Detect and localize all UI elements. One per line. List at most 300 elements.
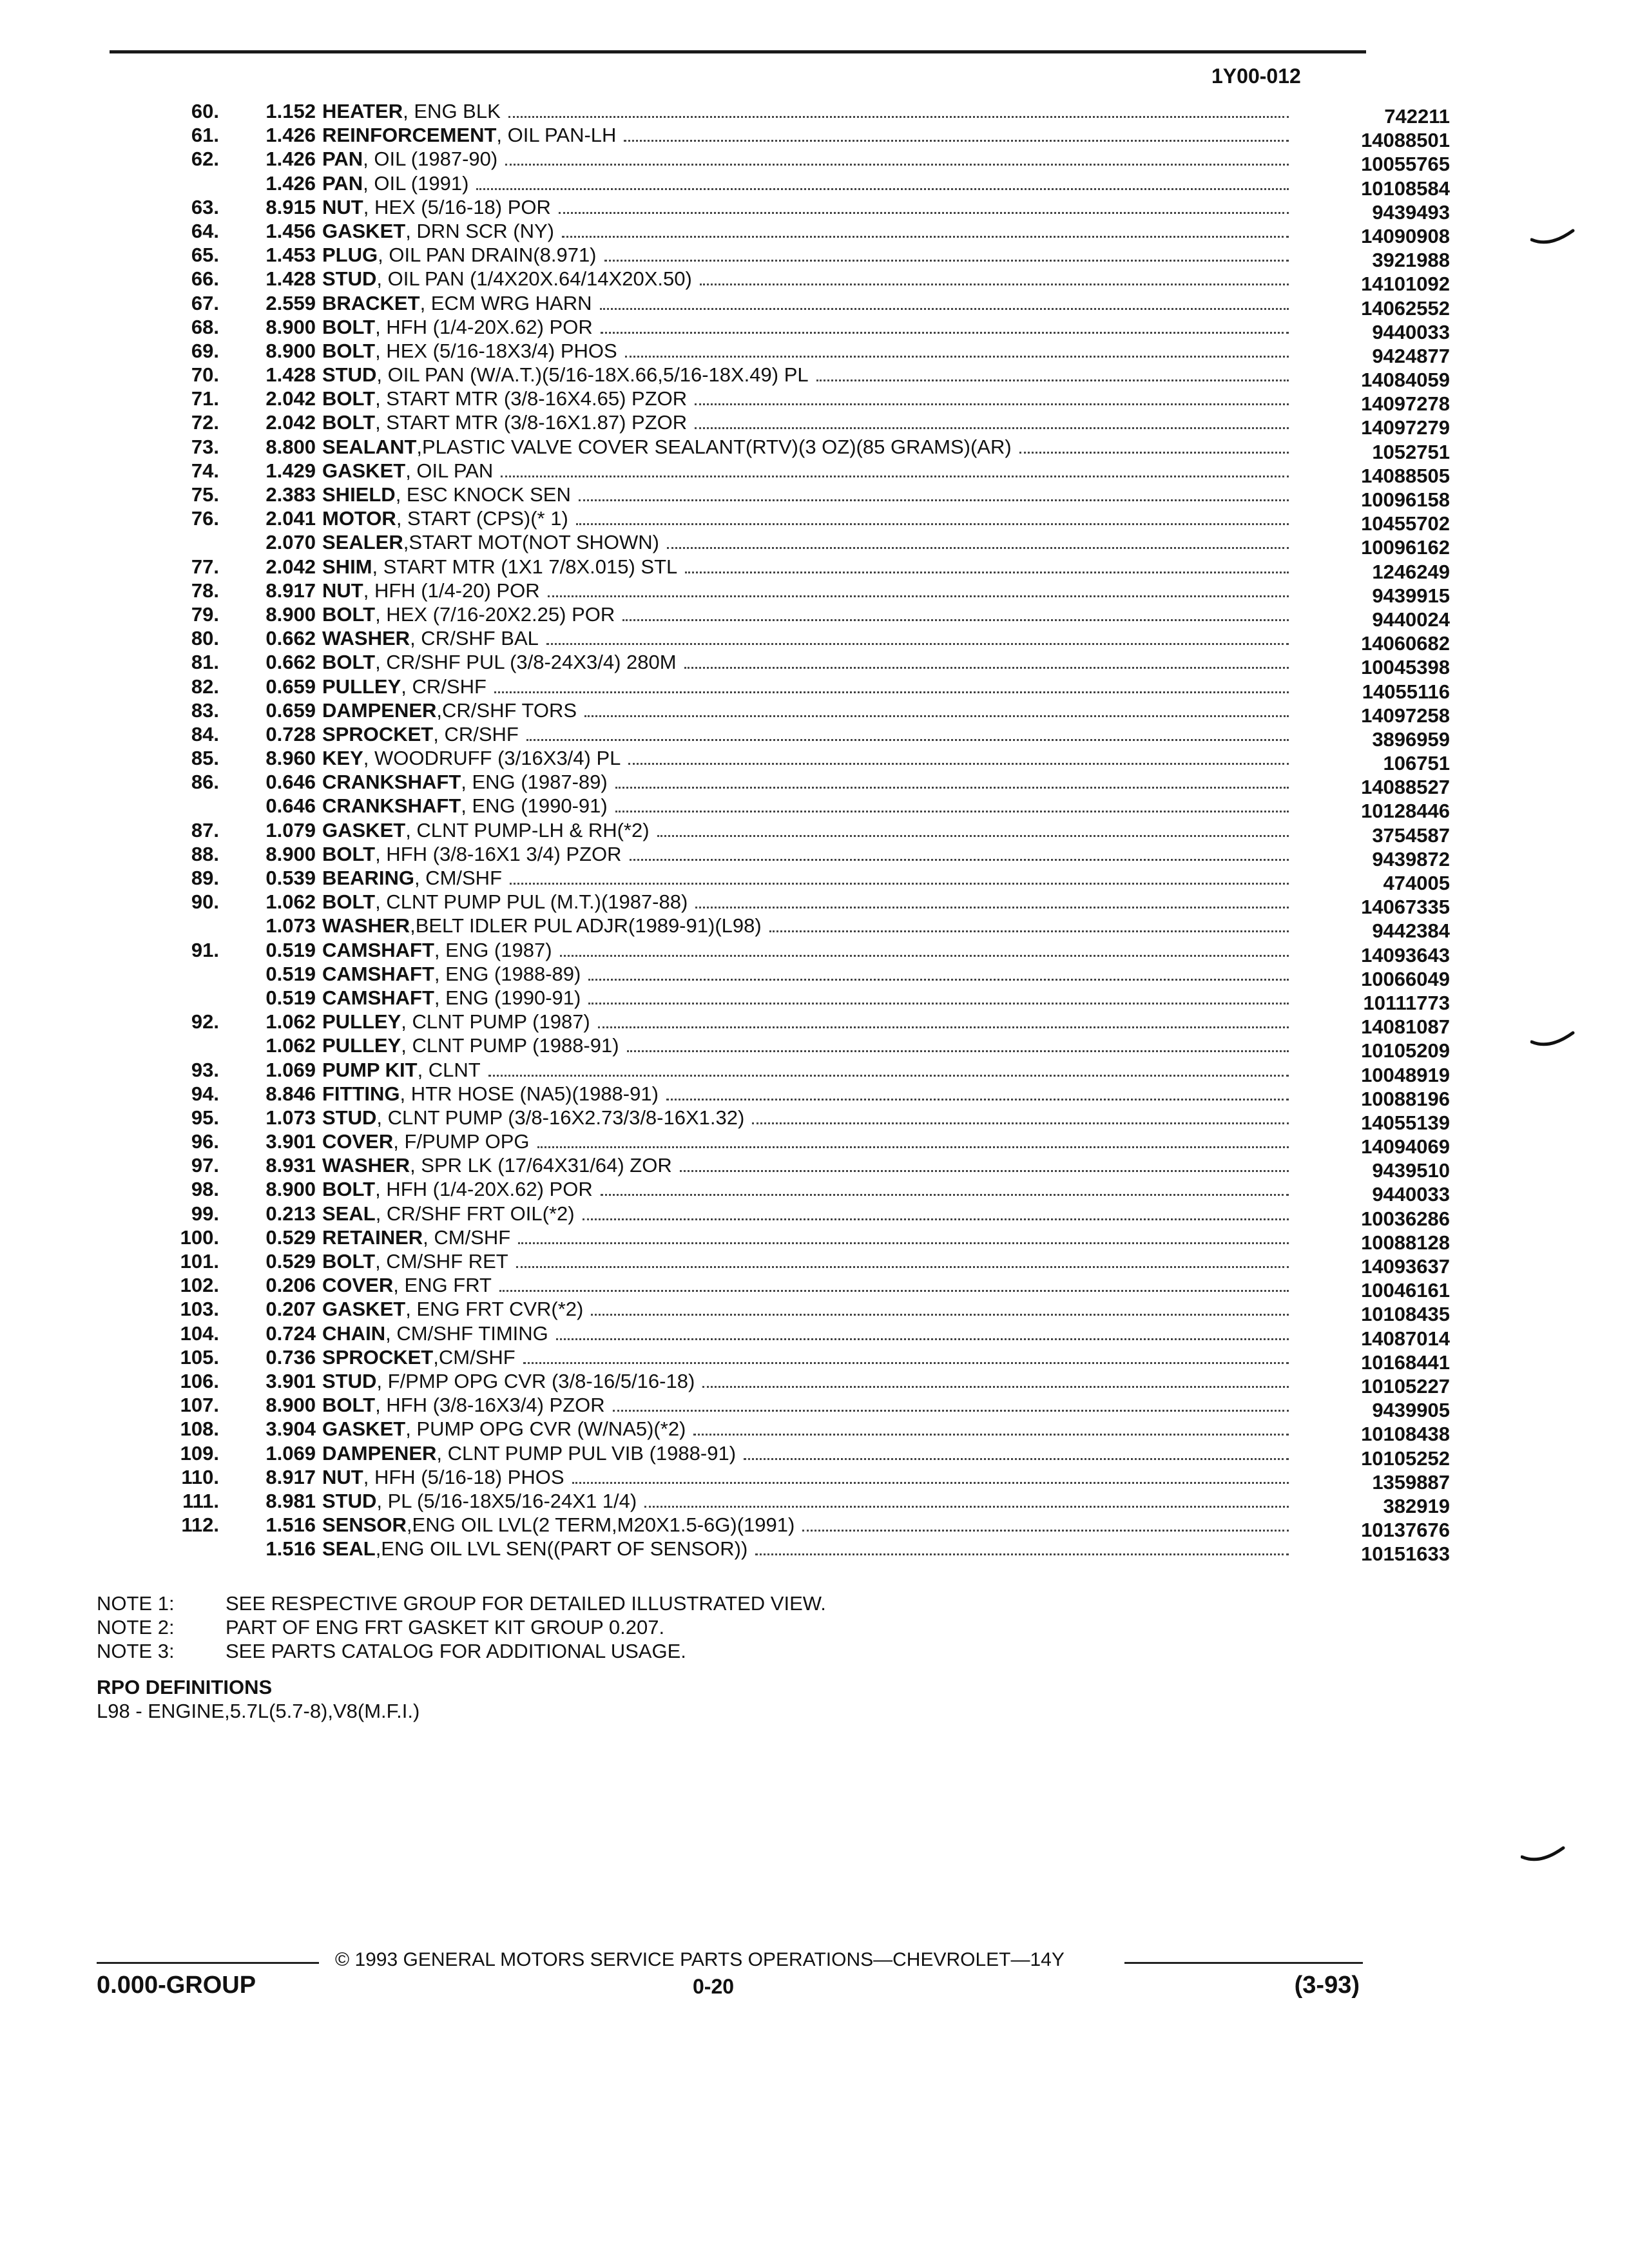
note-label: NOTE 1: (97, 1592, 175, 1615)
part-number: 10046161 (1361, 1279, 1450, 1302)
part-qualifier: , ENG (1987) (434, 938, 552, 961)
part-row (97, 890, 1450, 919)
part-name: PULLEY (322, 1010, 401, 1033)
item-number: 87. (191, 818, 219, 841)
note-line (97, 1615, 826, 1639)
part-number: 14101092 (1361, 273, 1450, 296)
group-number: 8.900 (265, 339, 316, 362)
part-qualifier: , CR/SHF PUL (3/8-24X3/4) 280M (375, 651, 677, 674)
item-number: 69. (191, 339, 219, 362)
part-name: CRANKSHAFT (322, 794, 461, 818)
leader-dots (601, 332, 1289, 334)
notes (97, 1591, 826, 1663)
part-number: 10105209 (1361, 1039, 1450, 1062)
group-number: 1.428 (265, 267, 316, 291)
part-description (322, 1466, 1302, 1489)
part-number: 10048919 (1361, 1063, 1450, 1086)
item-number: 64. (191, 219, 219, 242)
part-qualifier: , ESC KNOCK SEN (395, 483, 571, 506)
part-number: 14067335 (1361, 896, 1450, 919)
item-number: 81. (191, 651, 219, 674)
part-row (97, 1010, 1450, 1039)
part-description (322, 292, 1302, 315)
item-number: 82. (191, 675, 219, 698)
part-name: BOLT (322, 315, 376, 338)
leader-dots (579, 499, 1289, 501)
copyright: © 1993 GENERAL MOTORS SERVICE PARTS OPERATIONS—CHEVROLET—14Y (335, 1949, 1065, 1970)
part-number: 9442384 (1372, 919, 1450, 943)
part-name: PLUG (322, 244, 378, 267)
part-name: PAN (322, 171, 363, 195)
part-description (322, 363, 1302, 387)
part-qualifier: ,ENG OIL LVL SEN((PART OF SENSOR)) (375, 1537, 748, 1561)
part-description (322, 1250, 1302, 1273)
part-row (97, 747, 1450, 775)
part-number: 10105252 (1361, 1446, 1450, 1470)
part-number: 10108584 (1361, 177, 1450, 200)
part-row (97, 1178, 1450, 1206)
part-name: STUD (322, 1106, 377, 1129)
part-number: 742211 (1384, 105, 1450, 128)
part-qualifier: , HEX (5/16-18X3/4) PHOS (375, 339, 617, 362)
group-number: 8.846 (265, 1082, 316, 1105)
item-number: 92. (191, 1010, 219, 1033)
part-description (322, 1178, 1302, 1201)
part-name: GASKET (322, 1298, 406, 1321)
part-name: STUD (322, 363, 377, 387)
group-number: 8.931 (265, 1154, 316, 1177)
part-qualifier: , HEX (7/16-20X2.25) POR (375, 602, 615, 626)
leader-dots (680, 1170, 1289, 1172)
group-number: 2.042 (265, 411, 316, 434)
part-description (322, 531, 1302, 554)
group-number: 1.456 (265, 219, 316, 242)
part-number: 9440033 (1372, 320, 1450, 343)
part-qualifier: ,PLASTIC VALVE COVER SEALANT(RTV)(3 OZ)(85 GRAMS)(AR) (416, 435, 1012, 458)
leader-dots (516, 1266, 1289, 1268)
group-number: 0.662 (265, 627, 316, 650)
part-name: PULLEY (322, 675, 401, 698)
leader-dots (684, 667, 1289, 669)
part-number: 14097258 (1361, 704, 1450, 727)
footer-date: (3-93) (1294, 1972, 1360, 1999)
part-qualifier: , START MTR (1X1 7/8X.015) STL (372, 555, 678, 578)
part-description (322, 1490, 1302, 1513)
part-row (97, 411, 1450, 439)
group-number: 2.041 (265, 507, 316, 530)
part-description (322, 411, 1302, 434)
part-number: 14088501 (1361, 129, 1450, 152)
part-qualifier: , CLNT PUMP (1988-91) (401, 1034, 619, 1057)
part-row (97, 1321, 1450, 1350)
item-number: 65. (191, 244, 219, 267)
part-qualifier: , CLNT PUMP (1987) (401, 1010, 590, 1033)
group-number: 0.736 (265, 1345, 316, 1369)
part-description (322, 627, 1302, 650)
leader-dots (508, 116, 1289, 118)
item-number: 99. (191, 1202, 219, 1225)
part-row (97, 244, 1450, 272)
leader-dots (505, 164, 1289, 166)
page-code: 1Y00-012 (1211, 64, 1301, 88)
part-number: 14060682 (1361, 632, 1450, 655)
part-qualifier: , CR/SHF BAL (410, 627, 539, 650)
group-number: 8.917 (265, 579, 316, 602)
part-name: WASHER (322, 914, 410, 937)
group-number: 8.900 (265, 1394, 316, 1417)
part-qualifier: , CLNT PUMP PUL VIB (1988-91) (436, 1441, 737, 1465)
part-description (322, 1059, 1302, 1082)
part-qualifier: , CLNT PUMP PUL (M.T.)(1987-88) (375, 890, 688, 914)
part-row (97, 387, 1450, 416)
part-number: 3921988 (1372, 249, 1450, 272)
part-name: BOLT (322, 411, 376, 434)
part-name: SEAL (322, 1202, 376, 1225)
part-number: 1359887 (1372, 1470, 1450, 1494)
part-name: BOLT (322, 890, 376, 914)
part-description (322, 1442, 1302, 1465)
part-row (97, 579, 1450, 607)
part-row (97, 1202, 1450, 1230)
part-row (97, 148, 1450, 176)
part-name: CAMSHAFT (322, 962, 434, 985)
part-name: SHIELD (322, 483, 396, 506)
part-number: 10108435 (1361, 1303, 1450, 1326)
part-name: SPROCKET (322, 1345, 434, 1369)
part-row (97, 1274, 1450, 1302)
group-number: 0.724 (265, 1321, 316, 1345)
group-number: 2.042 (265, 387, 316, 410)
part-row (97, 459, 1450, 487)
part-qualifier: , CR/SHF (433, 722, 519, 745)
item-number: 111. (182, 1489, 219, 1512)
part-row (97, 698, 1450, 727)
item-number: 90. (191, 890, 219, 914)
part-qualifier: , START (CPS)(* 1) (396, 507, 568, 530)
item-number: 106. (180, 1369, 219, 1392)
part-name: BOLT (322, 602, 376, 626)
part-row (97, 435, 1450, 463)
part-name: PULLEY (322, 1034, 401, 1057)
part-row (97, 1441, 1450, 1470)
part-qualifier: , DRN SCR (NY) (405, 219, 554, 242)
group-number: 0.206 (265, 1274, 316, 1297)
leader-dots (488, 1075, 1289, 1077)
part-name: MOTOR (322, 507, 396, 530)
rpo-definition: L98 - ENGINE,5.7L(5.7-8),V8(M.F.I.) (97, 1700, 420, 1722)
group-number: 1.428 (265, 363, 316, 387)
part-description (322, 939, 1302, 962)
part-qualifier: ,CM/SHF (433, 1345, 516, 1369)
leader-dots (494, 691, 1289, 693)
group-number: 2.559 (265, 291, 316, 314)
part-name: COVER (322, 1274, 394, 1297)
part-number: 14084059 (1361, 369, 1450, 392)
group-number: 1.079 (265, 818, 316, 841)
part-number: 10096158 (1361, 488, 1450, 511)
group-number: 0.659 (265, 675, 316, 698)
part-number: 9439872 (1372, 847, 1450, 870)
part-name: WASHER (322, 1154, 410, 1177)
part-description (322, 1082, 1302, 1106)
part-name: SHIM (322, 555, 372, 578)
part-description (322, 867, 1302, 890)
part-description (322, 316, 1302, 339)
part-row (97, 962, 1450, 990)
part-row (97, 267, 1450, 296)
part-name: STUD (322, 267, 377, 291)
group-number: 2.042 (265, 555, 316, 578)
part-row (97, 627, 1450, 655)
part-number: 10137676 (1361, 1519, 1450, 1542)
leader-dots (816, 380, 1289, 381)
item-number: 68. (191, 315, 219, 338)
group-number: 1.516 (265, 1537, 316, 1561)
part-number: 10088128 (1361, 1231, 1450, 1254)
group-number: 3.901 (265, 1130, 316, 1153)
part-name: NUT (322, 1465, 363, 1488)
part-name: KEY (322, 747, 363, 770)
part-description (322, 1298, 1302, 1321)
part-row (97, 1418, 1450, 1446)
part-description (322, 436, 1302, 459)
note-text: SEE RESPECTIVE GROUP FOR DETAILED ILLUSTRATED VIEW. (226, 1592, 826, 1615)
part-description (322, 1106, 1302, 1129)
item-number: 79. (191, 602, 219, 626)
part-row (97, 555, 1450, 583)
part-number: 14093637 (1361, 1255, 1450, 1278)
item-number: 104. (180, 1321, 219, 1345)
part-number: 14093643 (1361, 943, 1450, 966)
leader-dots (598, 1026, 1289, 1028)
item-number: 103. (180, 1298, 219, 1321)
group-number: 0.659 (265, 698, 316, 722)
group-number: 8.900 (265, 1178, 316, 1201)
group-number: 0.529 (265, 1250, 316, 1273)
item-number: 61. (191, 124, 219, 147)
leader-dots (584, 715, 1289, 717)
group-number: 1.069 (265, 1441, 316, 1465)
part-description (322, 340, 1302, 363)
part-number: 10168441 (1361, 1350, 1450, 1374)
part-number: 9439915 (1372, 584, 1450, 607)
part-number: 10088196 (1361, 1087, 1450, 1110)
rpo-title: RPO DEFINITIONS (97, 1676, 273, 1698)
item-number: 63. (191, 195, 219, 218)
item-number: 108. (180, 1418, 219, 1441)
part-description (322, 1202, 1302, 1225)
leader-dots (744, 1458, 1289, 1460)
part-row (97, 1106, 1450, 1134)
part-description (322, 267, 1302, 291)
part-name: BOLT (322, 387, 376, 410)
part-name: GASKET (322, 1418, 406, 1441)
item-number: 91. (191, 938, 219, 961)
part-row (97, 914, 1450, 943)
leader-dots (628, 763, 1289, 765)
part-name: BOLT (322, 651, 376, 674)
leader-dots (476, 188, 1289, 190)
item-number: 74. (191, 459, 219, 482)
leader-dots (556, 1338, 1289, 1340)
part-description (322, 963, 1302, 986)
part-qualifier: , ENG (1987-89) (461, 771, 608, 794)
part-row (97, 1514, 1450, 1542)
part-description (322, 1274, 1302, 1297)
part-description (322, 603, 1302, 626)
group-number: 0.662 (265, 651, 316, 674)
part-number: 10105227 (1361, 1374, 1450, 1398)
part-number: 10055765 (1361, 153, 1450, 176)
part-row (97, 986, 1450, 1014)
item-number: 62. (191, 148, 219, 171)
part-name: COVER (322, 1130, 394, 1153)
part-number: 10455702 (1361, 512, 1450, 535)
part-qualifier: , OIL PAN-LH (496, 124, 617, 147)
leader-dots (802, 1530, 1289, 1532)
part-qualifier: , HEX (5/16-18) POR (363, 195, 551, 218)
part-description (322, 1370, 1302, 1393)
leader-dots (630, 859, 1289, 861)
part-qualifier: , ENG BLK (403, 100, 501, 122)
part-description (322, 1346, 1302, 1369)
group-number: 3.904 (265, 1418, 316, 1441)
part-number: 9440033 (1372, 1183, 1450, 1206)
part-description (322, 723, 1302, 746)
leader-dots (685, 572, 1289, 573)
part-row (97, 867, 1450, 894)
group-number: 0.519 (265, 962, 316, 985)
item-number: 98. (191, 1178, 219, 1201)
group-number: 8.915 (265, 195, 316, 218)
part-qualifier: , START MTR (3/8-16X4.65) PZOR (375, 387, 688, 410)
item-number: 100. (180, 1225, 219, 1249)
part-number: 3896959 (1372, 727, 1450, 751)
leader-dots (537, 1146, 1289, 1148)
part-row (97, 1082, 1450, 1110)
part-name: STUD (322, 1369, 377, 1392)
part-name: STUD (322, 1489, 377, 1512)
group-number: 0.519 (265, 938, 316, 961)
part-description (322, 1418, 1302, 1441)
leader-dots (657, 835, 1289, 837)
leader-dots (601, 1194, 1289, 1196)
part-row (97, 1225, 1450, 1254)
part-name: BOLT (322, 1178, 376, 1201)
part-qualifier: , HFH (3/8-16X3/4) PZOR (375, 1394, 605, 1417)
part-name: WASHER (322, 627, 410, 650)
part-description (322, 1226, 1302, 1249)
footer-group: 0.000-GROUP (97, 1972, 256, 1999)
item-number: 84. (191, 722, 219, 745)
part-row (97, 1058, 1450, 1086)
part-number: 14062552 (1361, 296, 1450, 320)
leader-dots (546, 643, 1289, 645)
leader-dots (622, 619, 1289, 621)
part-number: 3754587 (1372, 823, 1450, 847)
leader-dots (588, 979, 1289, 981)
leader-dots (695, 403, 1289, 405)
part-number: 10096162 (1361, 536, 1450, 559)
part-qualifier: , OIL PAN (W/A.T.)(5/16-18X.66,5/16-18X.49) PL (376, 363, 809, 387)
part-description (322, 1514, 1302, 1537)
part-name: BEARING (322, 867, 414, 889)
checkmark-icon (1530, 226, 1576, 251)
part-name: CHAIN (322, 1321, 386, 1345)
part-qualifier: , PL (5/16-18X5/16-24X1 1/4) (376, 1489, 637, 1512)
group-number: 1.062 (265, 1034, 316, 1057)
leader-dots (562, 236, 1289, 238)
part-number: 14081087 (1361, 1015, 1450, 1039)
part-description (322, 555, 1302, 579)
part-number: 10045398 (1361, 656, 1450, 679)
leader-dots (523, 1362, 1289, 1364)
part-qualifier: , START MTR (3/8-16X1.87) PZOR (375, 411, 688, 434)
part-description (322, 819, 1302, 842)
part-name: GASKET (322, 219, 406, 242)
group-number: 1.516 (265, 1514, 316, 1537)
part-description (322, 890, 1302, 914)
part-description (322, 579, 1302, 602)
item-number: 78. (191, 579, 219, 602)
part-qualifier: , OIL PAN (405, 459, 494, 482)
part-qualifier: , HTR HOSE (NA5)(1988-91) (400, 1082, 659, 1105)
part-row (97, 1394, 1450, 1422)
item-number: 105. (180, 1345, 219, 1369)
group-number: 0.529 (265, 1225, 316, 1249)
group-number: 8.900 (265, 315, 316, 338)
leader-dots (755, 1553, 1289, 1555)
leader-dots (591, 1314, 1289, 1316)
part-row (97, 507, 1450, 535)
part-number: 10108438 (1361, 1423, 1450, 1446)
part-description (322, 794, 1302, 818)
part-qualifier: , HFH (1/4-20) POR (363, 579, 540, 602)
group-number: 2.070 (265, 531, 316, 554)
checkmark-icon (1521, 1843, 1566, 1869)
part-qualifier: , CM/SHF TIMING (385, 1321, 548, 1345)
group-number: 8.960 (265, 747, 316, 770)
part-row (97, 1154, 1450, 1182)
part-qualifier: , CLNT PUMP-LH & RH(*2) (405, 818, 650, 841)
part-qualifier: , ENG (1990-91) (434, 986, 581, 1009)
group-number: 1.073 (265, 1106, 316, 1129)
item-number: 67. (191, 291, 219, 314)
part-qualifier: , OIL (1987-90) (363, 148, 498, 171)
checkmark-icon (1530, 1028, 1576, 1053)
part-number: 9440024 (1372, 608, 1450, 631)
part-row (97, 1369, 1450, 1398)
item-number: 88. (191, 842, 219, 865)
note-label: NOTE 2: (97, 1616, 175, 1639)
group-number: 1.426 (265, 124, 316, 147)
part-row (97, 602, 1450, 631)
part-number: 1052751 (1372, 440, 1450, 463)
leader-dots (588, 1003, 1289, 1004)
part-name: FITTING (322, 1082, 400, 1105)
group-number: 0.646 (265, 794, 316, 818)
item-number: 107. (180, 1394, 219, 1417)
part-row (97, 1465, 1450, 1494)
part-row (97, 938, 1450, 966)
part-name: DAMPENER (322, 1441, 437, 1465)
item-number: 95. (191, 1106, 219, 1129)
part-row (97, 195, 1450, 224)
leader-dots (518, 1242, 1289, 1244)
item-number: 102. (180, 1274, 219, 1297)
rpo-section (97, 1675, 419, 1723)
group-number: 1.073 (265, 914, 316, 937)
